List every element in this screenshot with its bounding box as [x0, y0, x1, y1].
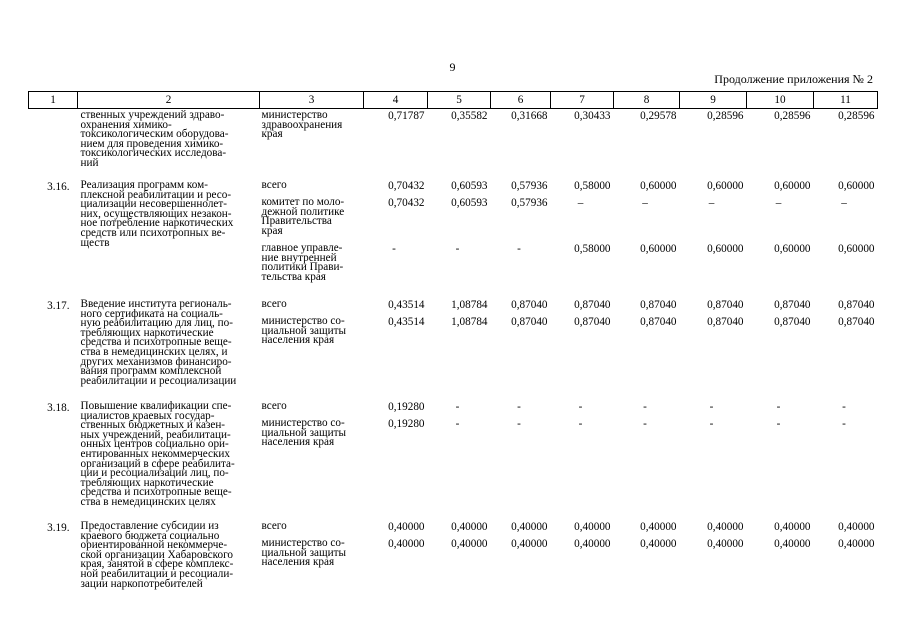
row-executors: [260, 292, 364, 394]
value-cell: [614, 171, 680, 292]
value-cell: [680, 109, 747, 172]
value: 0,19280: [388, 418, 425, 430]
value: 0,60000: [640, 243, 677, 255]
value-cell: [680, 292, 747, 394]
value: 0,60000: [707, 243, 744, 255]
executor-label: комитет по моло- дежной политике Правительства края: [261, 196, 345, 237]
value: 1,08784: [451, 299, 488, 311]
executor-label: всего: [261, 400, 287, 412]
table-row: [29, 109, 878, 172]
value: 0,87040: [774, 316, 811, 328]
col-header: 10: [747, 92, 814, 109]
value-cell: [491, 394, 551, 514]
value: -: [455, 401, 460, 413]
value-cell: [680, 394, 747, 514]
value: 0,60000: [640, 180, 677, 192]
value: 0,40000: [574, 538, 611, 550]
value-cell: [614, 394, 680, 514]
continuation-label: Продолжение приложения № 2: [714, 72, 873, 86]
row-executors: [260, 394, 364, 514]
value: -: [643, 401, 647, 413]
value-cell: [428, 109, 491, 172]
value: 0,31668: [511, 110, 548, 122]
value: -: [392, 243, 396, 255]
value-cell: [551, 171, 614, 292]
value: -: [643, 418, 647, 430]
value: 0,87040: [574, 316, 611, 328]
executor-label: министерство со- циальной защиты населения края: [261, 537, 346, 569]
value: -: [709, 418, 714, 430]
value: 0,60000: [838, 180, 875, 192]
value-cell: [614, 514, 680, 599]
col-header: 4: [364, 92, 428, 109]
value: 0,43514: [388, 299, 425, 311]
col-header: 2: [78, 92, 260, 109]
value-cell: [491, 171, 551, 292]
value-cell: [428, 171, 491, 292]
value-cell: [364, 292, 428, 394]
value: 0,40000: [774, 521, 811, 533]
row-description: ственных учреждений здраво- охранения химико- токсикологическим оборудова- нием для проведения химико- токсикологических исследова- ний: [80, 109, 229, 169]
value: -: [517, 243, 521, 255]
table-row: [29, 514, 878, 599]
value-cell: [491, 292, 551, 394]
row-executors: [260, 514, 364, 599]
value: 0,71787: [388, 110, 425, 122]
value: 0,60593: [451, 197, 488, 209]
value: -: [455, 418, 460, 430]
executor-label: министерство со- циальной защиты населения края: [261, 417, 346, 449]
row-executors: [260, 109, 364, 172]
executor-label: главное управле- ние внутренней политики Прави- тельства края: [261, 242, 344, 283]
value-cell: [747, 109, 814, 172]
value-cell: [428, 292, 491, 394]
value: 0,40000: [640, 521, 677, 533]
value-cell: [551, 109, 614, 172]
value: –: [708, 197, 715, 209]
row-executors: [260, 171, 364, 292]
value-cell: [551, 292, 614, 394]
value-cell: [551, 394, 614, 514]
value: 0,28596: [838, 110, 875, 122]
value-cell: [814, 514, 878, 599]
col-header: 1: [29, 92, 78, 109]
value: 0,19280: [388, 401, 425, 413]
value: -: [517, 418, 521, 430]
value: 0,40000: [640, 538, 677, 550]
value: 0,40000: [574, 521, 611, 533]
executor-label: всего: [261, 298, 287, 310]
value: –: [642, 197, 648, 209]
value: 0,87040: [707, 299, 744, 311]
value-cell: [814, 171, 878, 292]
value-cell: [680, 171, 747, 292]
row-description: Реализация программ ком- плексной реабилитации и ресо- циализации несовершеннолет- них, осуществляющих незакон- ное потребление наркотических средств или психотропных ве- ществ: [80, 179, 234, 249]
value-cell: [428, 514, 491, 599]
value: 0,40000: [707, 521, 744, 533]
value: 0,57936: [511, 180, 548, 192]
value: 0,28596: [707, 110, 744, 122]
value: 0,43514: [388, 316, 425, 328]
value: -: [776, 418, 781, 430]
value: 0,57936: [511, 197, 548, 209]
value: 0,40000: [838, 521, 875, 533]
table-header-row: [29, 92, 878, 109]
value: 0,40000: [707, 538, 744, 550]
row-index: [29, 109, 78, 172]
value-cell: [614, 109, 680, 172]
table-row: [29, 171, 878, 292]
table-row: [29, 394, 878, 514]
value: 0,60000: [774, 243, 811, 255]
col-header: 9: [680, 92, 747, 109]
value: 0,40000: [451, 538, 488, 550]
executor-label: министерство здравоохранения края: [261, 109, 343, 141]
value: 0,58000: [574, 243, 611, 255]
executor-label: всего: [261, 520, 287, 532]
value: 0,87040: [838, 316, 875, 328]
value: 0,29578: [640, 110, 677, 122]
value-cell: [491, 109, 551, 172]
value: 0,60000: [838, 243, 875, 255]
value: –: [775, 197, 782, 209]
value-cell: [364, 109, 428, 172]
executor-label: всего: [261, 179, 287, 191]
value: -: [578, 418, 583, 430]
value: 0,28596: [774, 110, 811, 122]
value: 0,87040: [511, 299, 548, 311]
value: -: [578, 401, 583, 413]
value-cell: [814, 292, 878, 394]
budget-table: [28, 91, 878, 599]
value: –: [577, 197, 584, 209]
value-cell: [551, 514, 614, 599]
col-header: 3: [260, 92, 364, 109]
row-index: 3.16.: [47, 181, 70, 193]
value-cell: [747, 514, 814, 599]
value-cell: [364, 171, 428, 292]
value-cell: [814, 109, 878, 172]
value-cell: [747, 292, 814, 394]
value: 0,87040: [640, 299, 677, 311]
value-cell: [614, 292, 680, 394]
row-description: Повышение квалификации спе- циалистов краевых государ- ственных бюджетных и казен- ных учреждений, реабилитаци- онных центров социально ори- ентированных некоммерческих организаций в сфере реабилита- ции и ресоциализации лиц, по- требляющих наркотические средства и психотропные веще- ства в немедицинских целях: [80, 400, 235, 508]
value: 0,70432: [388, 180, 425, 192]
value: 1,08784: [451, 316, 488, 328]
value: 0,87040: [774, 299, 811, 311]
value: 0,87040: [574, 299, 611, 311]
row-index: 3.18.: [47, 402, 70, 414]
value: 0,87040: [640, 316, 677, 328]
col-header: 8: [614, 92, 680, 109]
value: -: [842, 401, 846, 413]
value: 0,40000: [511, 521, 548, 533]
row-index: 3.17.: [47, 300, 70, 312]
value-cell: [747, 394, 814, 514]
value: 0,40000: [511, 538, 548, 550]
value: 0,87040: [707, 316, 744, 328]
executor-label: министерство со- циальной защиты населения края: [261, 315, 346, 347]
value: -: [709, 401, 714, 413]
col-header: 11: [814, 92, 878, 109]
value: 0,58000: [574, 180, 611, 192]
row-description: Введение института региональ- ного сертификата на социаль- ную реабилитацию для лиц, по- требляющих наркотические средства и психотропные веще- ства в немедицинских целях, и других механизмов финансиро- вания программ комплексной реабилитации и ресоциализации: [80, 298, 237, 387]
value-cell: [491, 514, 551, 599]
value: 0,40000: [388, 538, 425, 550]
value: -: [517, 401, 521, 413]
value: 0,70432: [388, 197, 425, 209]
value: 0,35582: [451, 110, 488, 122]
value: 0,40000: [388, 521, 425, 533]
value-cell: [747, 171, 814, 292]
value: -: [842, 418, 846, 430]
value: 0,40000: [774, 538, 811, 550]
value-cell: [814, 394, 878, 514]
value: 0,40000: [451, 521, 488, 533]
page-number: 9: [449, 60, 456, 74]
col-header: 5: [428, 92, 491, 109]
value: -: [455, 243, 460, 255]
value: 0,40000: [838, 538, 875, 550]
value: 0,30433: [574, 110, 611, 122]
value: –: [841, 197, 847, 209]
col-header: 7: [551, 92, 614, 109]
col-header: 6: [491, 92, 551, 109]
table-row: [29, 292, 878, 394]
value: -: [776, 401, 781, 413]
value-cell: [428, 394, 491, 514]
value-cell: [364, 514, 428, 599]
value: 0,60593: [451, 180, 488, 192]
value: 0,60000: [707, 180, 744, 192]
row-description: Предоставление субсидии из краевого бюджета социально ориентированной некоммерче- ской организации Хабаровского края, занятой в сфере комплекс- ной реабилитации и ресоциали- зации наркопотребителей: [80, 520, 234, 590]
value: 0,87040: [511, 316, 548, 328]
row-index: 3.19.: [47, 522, 70, 534]
value-cell: [364, 394, 428, 514]
value: 0,60000: [774, 180, 811, 192]
value-cell: [680, 514, 747, 599]
value: 0,87040: [838, 299, 875, 311]
